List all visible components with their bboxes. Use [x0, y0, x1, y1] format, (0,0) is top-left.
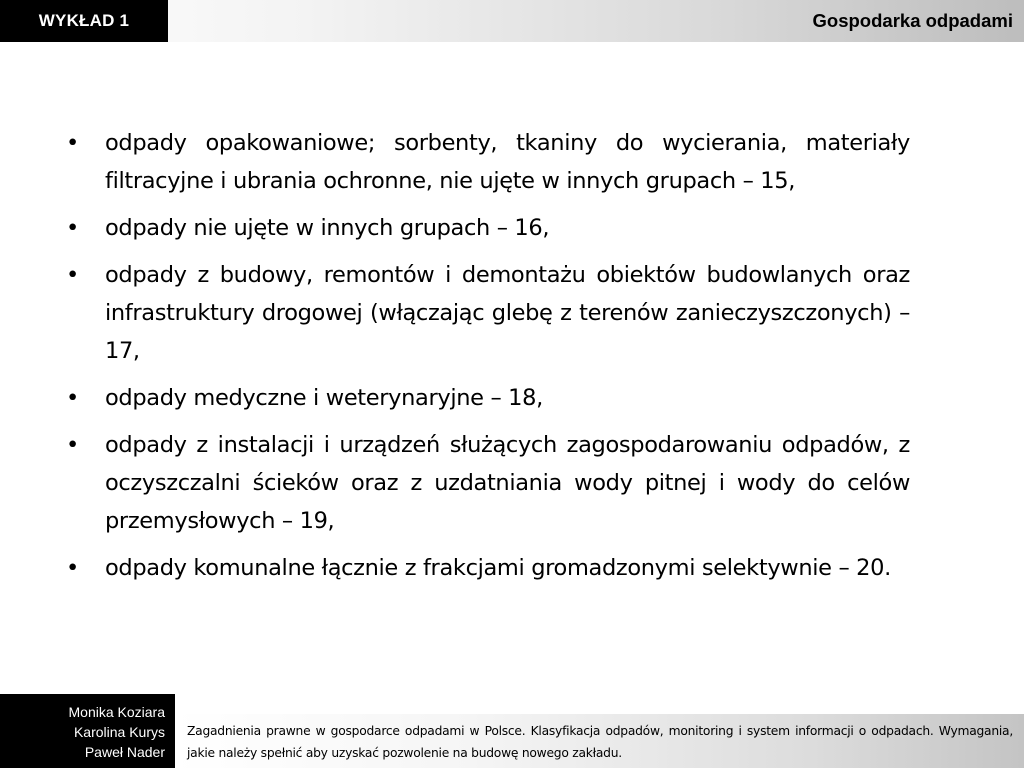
list-item	[62, 124, 910, 200]
author-name: Paweł Nader	[84, 744, 165, 760]
bullet-list	[62, 124, 910, 587]
author-name: Karolina Kurys	[73, 724, 165, 740]
list-item-text: odpady nie ujęte w innych grupach – 16,	[105, 215, 550, 241]
list-item-text: odpady z instalacji i urządzeń służących zagospodarowaniu odpadów, z oczyszczalni ścieków oraz z uzdatniania wody pitnej i wody do celów przemysłowych – 19,	[105, 432, 910, 534]
course-description: Zagadnienia prawne w gospodarce odpadami w Polsce. Klasyfikacja odpadów, monitoring i system informacji o odpadach. Wymagania, jakie należy spełnić aby uzyskać pozwolenie na budowę nowego zakładu.	[187, 724, 1013, 760]
bullet-icon: •	[66, 432, 79, 458]
list-item	[62, 256, 910, 370]
list-item-text: odpady medyczne i weterynaryjne – 18,	[105, 385, 543, 411]
bullet-icon: •	[66, 130, 79, 156]
author-name: Monika Koziara	[68, 704, 165, 720]
list-item	[62, 209, 910, 247]
list-item	[62, 379, 910, 417]
authors-box	[0, 694, 175, 768]
list-item	[62, 426, 910, 540]
bullet-icon: •	[66, 215, 79, 241]
bullet-icon: •	[66, 555, 79, 581]
bullet-icon: •	[66, 385, 79, 411]
list-item-text: odpady opakowaniowe; sorbenty, tkaniny do wycierania, materiały filtracyjne i ubrania ochronne, nie ujęte w innych grupach – 15,	[105, 130, 910, 194]
lecture-label: WYKŁAD 1	[0, 0, 168, 42]
header-bar	[0, 0, 1024, 42]
list-item-text: odpady komunalne łącznie z frakcjami gromadzonymi selektywnie – 20.	[105, 555, 891, 581]
bullet-icon: •	[66, 262, 79, 288]
list-item	[62, 549, 910, 587]
list-item-text: odpady z budowy, remontów i demontażu obiektów budowlanych oraz infrastruktury drogowej (włączając glebę z terenów zanieczyszczonych) – 17,	[105, 262, 910, 364]
content-area	[62, 124, 910, 596]
slide-title: Gospodarka odpadami	[812, 10, 1013, 31]
